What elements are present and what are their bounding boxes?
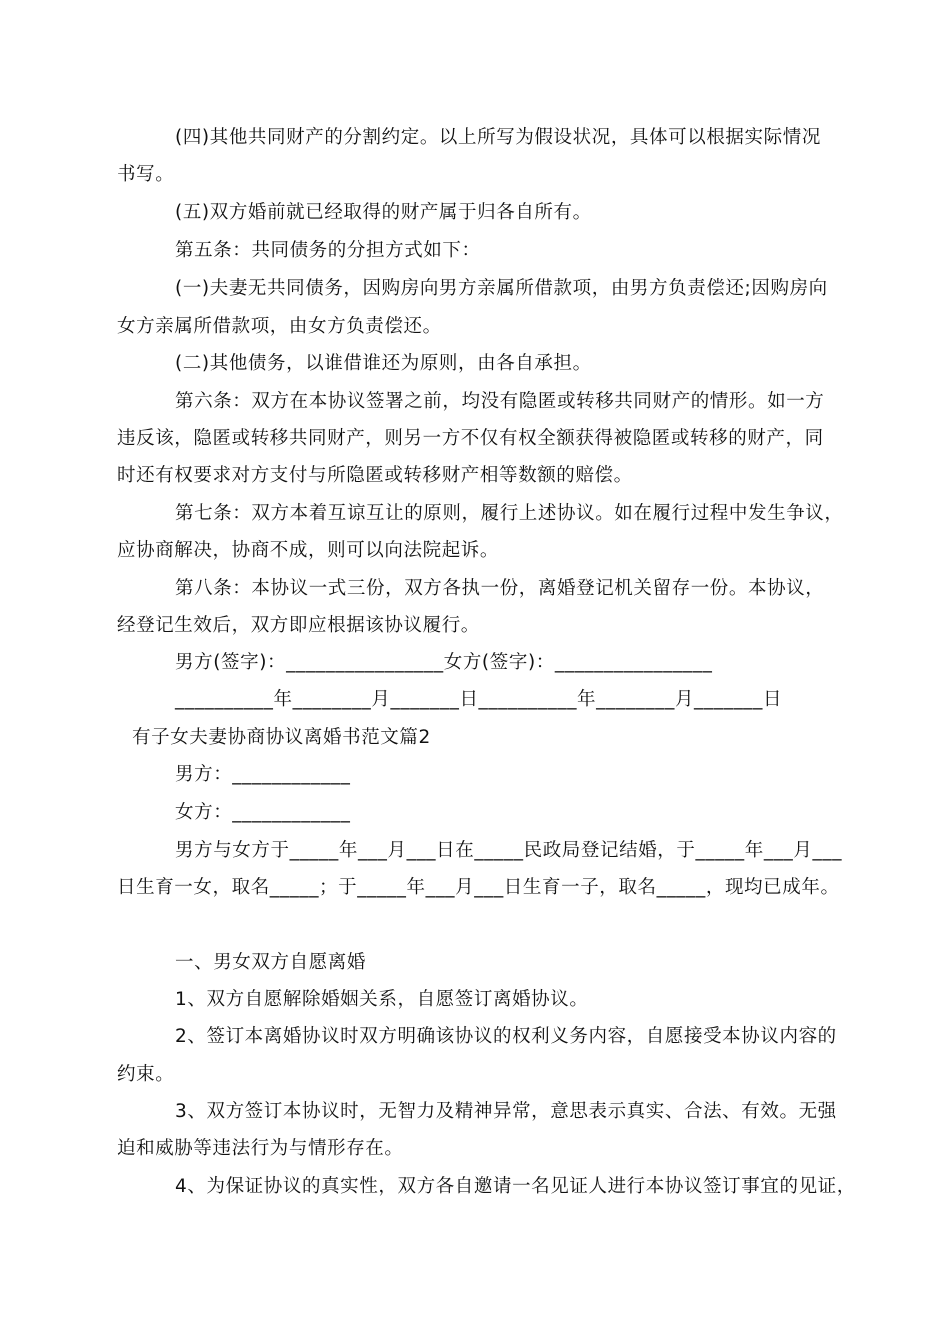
paragraph-line: 1、双方自愿解除婚姻关系，自愿签订离婚协议。	[175, 989, 589, 1010]
paragraph-line: 第八条：本协议一式三份，双方各执一份，离婚登记机关留存一份。本协议，	[175, 578, 825, 599]
paragraph-line: 经登记生效后，双方即应根据该协议履行。	[117, 615, 480, 636]
paragraph-line: 迫和威胁等违法行为与情形存在。	[117, 1138, 404, 1159]
paragraph-line: 书写。	[117, 164, 175, 185]
signature-line: 男方(签字)：________________女方(签字)：________________	[175, 652, 713, 673]
paragraph-line: (一)夫妻无共同债务，因购房向男方亲属所借款项，由男方负责偿还;因购房向	[175, 278, 828, 299]
section-heading: 第五条：共同债务的分担方式如下：	[175, 240, 481, 261]
paragraph-line: 3、双方签订本协议时，无智力及精神异常，意思表示真实、合法、有效。无强	[175, 1101, 837, 1122]
paragraph-line: 第七条：双方本着互谅互让的原则，履行上述协议。如在履行过程中发生争议，	[175, 503, 844, 524]
paragraph-line: 约束。	[117, 1064, 175, 1085]
paragraph-line: 违反该，隐匿或转移共同财产，则另一方不仅有权全额获得被隐匿或转移的财产，同	[117, 428, 824, 449]
paragraph-line: 2、签订本离婚协议时双方明确该协议的权利义务内容，自愿接受本协议内容的	[175, 1026, 837, 1047]
paragraph-line: (四)其他共同财产的分割约定。以上所写为假设状况，具体可以根据实际情况	[175, 127, 821, 148]
female-party-line: 女方：____________	[175, 802, 351, 823]
paragraph-line: 女方亲属所借款项，由女方负责偿还。	[117, 316, 442, 337]
paragraph-line: (五)双方婚前就已经取得的财产属于归各自所有。	[175, 202, 592, 223]
paragraph-line: 应协商解决，协商不成，则可以向法院起诉。	[117, 540, 500, 561]
paragraph-line: 时还有权要求对方支付与所隐匿或转移财产相等数额的赔偿。	[117, 465, 633, 486]
date-line: __________年________月_______日__________年________月_______日	[175, 689, 783, 710]
paragraph-line: 第六条：双方在本协议签署之前，均没有隐匿或转移共同财产的情形。如一方	[175, 391, 825, 412]
paragraph-line: 4、为保证协议的真实性，双方各自邀请一名见证人进行本协议签订事宜的见证，	[175, 1176, 856, 1197]
paragraph-line: 日生育一女，取名_____；于_____年___月___日生育一子，取名_____，现均已成年。	[117, 877, 840, 898]
section-title: 有子女夫妻协商协议离婚书范文篇2	[132, 727, 431, 748]
section-heading: 一、男女双方自愿离婚	[175, 952, 367, 973]
male-party-line: 男方：____________	[175, 764, 351, 785]
paragraph-line: 男方与女方于_____年___月___日在_____民政局登记结婚，于_____年___月___	[175, 840, 843, 861]
paragraph-line: (二)其他债务，以谁借谁还为原则，由各自承担。	[175, 353, 592, 374]
